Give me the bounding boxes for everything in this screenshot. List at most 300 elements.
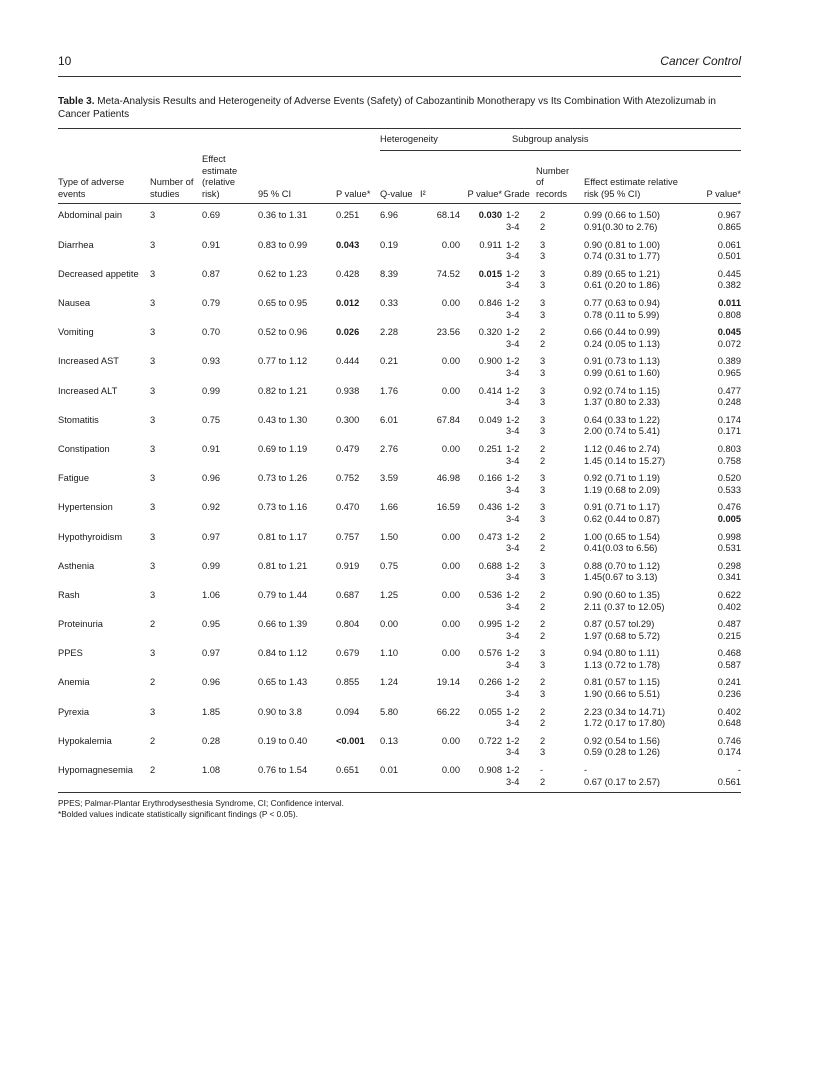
subgroup-p-value: 0.998 [717, 531, 741, 542]
event-name: Increased ALT [58, 385, 118, 396]
effect-estimate: 0.97 [202, 648, 221, 659]
subgroup-effect-estimate: 1.19 (0.68 to 2.09) [584, 484, 660, 495]
col-i2: I² [420, 150, 464, 204]
empty-cell [202, 280, 254, 292]
col-q: Q-value [380, 150, 420, 204]
subgroup-p-value: 0.648 [717, 718, 741, 729]
table-row [58, 234, 741, 252]
empty-cell [202, 222, 254, 234]
subgroup-effect-estimate: 1.37 (0.80 to 2.33) [584, 397, 660, 408]
effect-estimate: 0.96 [202, 473, 221, 484]
empty-cell [380, 777, 420, 789]
empty-cell [58, 397, 150, 409]
subgroup-effect-estimate: 1.97 (0.68 to 5.72) [584, 630, 660, 641]
p-value: 0.651 [336, 765, 360, 776]
number-of-records: 3 [540, 648, 546, 659]
empty-cell [380, 747, 420, 759]
empty-cell [420, 514, 464, 526]
empty-cell [150, 631, 202, 643]
empty-cell [336, 426, 380, 438]
number-of-studies: 2 [150, 677, 156, 688]
empty-cell [254, 660, 336, 672]
empty-cell [420, 602, 464, 614]
subgroup-p-value: 0.808 [717, 309, 741, 320]
number-of-records: 2 [540, 630, 546, 641]
table-row [58, 613, 741, 631]
number-of-records: 2 [540, 531, 546, 542]
table-row [58, 730, 741, 748]
number-of-records: 2 [540, 338, 546, 349]
table-end-rule [58, 792, 741, 793]
empty-cell [254, 572, 336, 584]
i2-value: 68.14 [436, 210, 460, 221]
subgroup-p-value: 0.622 [717, 589, 741, 600]
subgroup-p-value: 0.402 [717, 706, 741, 717]
p-value: 0.300 [336, 414, 360, 425]
p-value: 0.012 [336, 298, 360, 309]
event-name: PPES [58, 648, 83, 659]
empty-cell [464, 251, 502, 263]
confidence-interval: 0.83 to 0.99 [258, 239, 308, 250]
empty-cell [202, 251, 254, 263]
q-value: 3.59 [380, 473, 399, 484]
table-row [58, 251, 741, 263]
subgroup-p-value: 0.501 [717, 251, 741, 262]
table-row [58, 222, 741, 234]
empty-cell [464, 631, 502, 643]
confidence-interval: 0.52 to 0.96 [258, 327, 308, 338]
empty-cell [380, 339, 420, 351]
empty-cell [336, 747, 380, 759]
number-of-studies: 3 [150, 268, 156, 279]
empty-cell [202, 397, 254, 409]
grade: 3-4 [506, 426, 520, 437]
subgroup-p-value: 0.533 [717, 484, 741, 495]
number-of-records: 3 [540, 560, 546, 571]
empty-cell [336, 397, 380, 409]
subgroup-p-value: 0.487 [717, 619, 741, 630]
empty-cell [380, 280, 420, 292]
i2-value: 67.84 [436, 414, 460, 425]
table-row [58, 280, 741, 292]
empty-cell [58, 310, 150, 322]
heterogeneity-group-header: Heterogeneity [380, 129, 502, 151]
number-of-records: 3 [540, 689, 546, 700]
empty-cell [254, 777, 336, 789]
subgroup-p-value: 0.445 [717, 268, 741, 279]
empty-cell [336, 222, 380, 234]
empty-cell [380, 251, 420, 263]
event-name: Asthenia [58, 560, 95, 571]
table-row [58, 204, 741, 222]
p-value: <0.001 [336, 735, 365, 746]
empty-cell [150, 543, 202, 555]
empty-cell [58, 777, 150, 789]
empty-cell [150, 280, 202, 292]
empty-cell [202, 747, 254, 759]
subgroup-p-value: 0.965 [717, 368, 741, 378]
number-of-studies: 3 [150, 210, 156, 221]
q-value: 0.33 [380, 298, 399, 309]
empty-cell [202, 631, 254, 643]
grade: 1-2 [506, 706, 520, 717]
subgroup-effect-estimate: 0.89 (0.65 to 1.21) [584, 268, 660, 279]
empty-cell [254, 339, 336, 351]
col-ci: 95 % CI [254, 150, 336, 204]
q-value: 0.01 [380, 765, 399, 776]
empty-cell [202, 572, 254, 584]
empty-cell [420, 222, 464, 234]
q-value: 1.10 [380, 648, 399, 659]
subgroup-effect-estimate: 0.81 (0.57 to 1.15) [584, 677, 660, 688]
event-name: Hypokalemia [58, 735, 112, 746]
subgroup-effect-estimate: 0.74 (0.31 to 1.77) [584, 251, 660, 262]
subgroup-p-value: 0.531 [717, 543, 741, 554]
effect-estimate: 1.08 [202, 765, 221, 776]
number-of-records: 3 [540, 397, 546, 408]
subgroup-p-value: 0.476 [717, 502, 741, 513]
empty-cell [58, 747, 150, 759]
empty-cell [202, 368, 254, 380]
grade: 3-4 [506, 572, 520, 583]
grade: 3-4 [506, 280, 520, 291]
subgroup-p-value: 0.402 [717, 601, 741, 612]
empty-cell [380, 572, 420, 584]
grade: 3-4 [506, 659, 520, 670]
number-of-records: 3 [540, 298, 546, 309]
q-value: 0.75 [380, 560, 399, 571]
empty-cell [254, 456, 336, 468]
number-of-studies: 3 [150, 356, 156, 367]
effect-estimate: 0.92 [202, 502, 221, 513]
empty-cell [336, 280, 380, 292]
p-value: 0.679 [336, 648, 360, 659]
number-of-records: 2 [540, 718, 546, 729]
empty-cell [380, 485, 420, 497]
empty-cell [420, 397, 464, 409]
col-sub-p: P value* [684, 150, 741, 204]
event-name: Abdominal pain [58, 210, 123, 221]
table-row [58, 496, 741, 514]
grade: 1-2 [506, 327, 520, 338]
subgroup-effect-estimate: 2.23 (0.34 to 14.71) [584, 706, 666, 717]
empty-cell [420, 543, 464, 555]
subgroup-effect-estimate: 0.24 (0.05 to 1.13) [584, 338, 660, 349]
heterogeneity-p-value: 0.414 [478, 385, 502, 396]
i2-value: 0.00 [441, 735, 460, 746]
subgroup-effect-estimate: 2.00 (0.74 to 5.41) [584, 426, 660, 437]
empty-cell [336, 718, 380, 730]
empty-cell [254, 222, 336, 234]
number-of-records: 2 [540, 210, 546, 221]
empty-cell [150, 747, 202, 759]
heterogeneity-p-value: 0.166 [478, 473, 502, 484]
page-header [58, 54, 741, 74]
table-row [58, 350, 741, 368]
empty-cell [254, 718, 336, 730]
subgroup-effect-estimate: 2.11 (0.37 to 12.05) [584, 601, 665, 612]
subgroup-effect-estimate: - [584, 765, 588, 776]
empty-cell [420, 689, 464, 701]
empty-cell [420, 718, 464, 730]
number-of-records: 3 [540, 484, 546, 495]
empty-cell [58, 426, 150, 438]
number-of-records: 3 [540, 747, 546, 758]
subgroup-p-value: 0.236 [717, 689, 741, 700]
subgroup-p-value: 0.967 [717, 210, 741, 221]
empty-cell [150, 602, 202, 614]
empty-cell [254, 689, 336, 701]
empty-cell [464, 777, 502, 789]
empty-cell [380, 310, 420, 322]
grade: 3-4 [506, 484, 520, 495]
empty-cell [336, 310, 380, 322]
heterogeneity-p-value: 0.473 [478, 531, 502, 542]
table-row [58, 438, 741, 456]
subgroup-effect-estimate: 0.78 (0.11 to 5.99) [584, 309, 660, 320]
empty-cell [464, 456, 502, 468]
empty-cell [150, 689, 202, 701]
empty-cell [202, 718, 254, 730]
empty-cell [420, 310, 464, 322]
grade: 1-2 [506, 239, 520, 250]
heterogeneity-p-value: 0.900 [478, 356, 502, 367]
grade: 3-4 [506, 251, 520, 262]
col-grade: Grade [502, 150, 534, 204]
heterogeneity-p-value: 0.266 [478, 677, 502, 688]
subgroup-effect-estimate: 1.72 (0.17 to 17.80) [584, 718, 666, 729]
table-row [58, 642, 741, 660]
empty-cell [380, 514, 420, 526]
table-row [58, 572, 741, 584]
number-of-records: 3 [540, 572, 546, 583]
subgroup-effect-estimate: 0.92 (0.74 to 1.15) [584, 385, 660, 396]
confidence-interval: 0.81 to 1.21 [258, 560, 308, 571]
grade: 1-2 [506, 298, 520, 309]
event-name: Fatigue [58, 473, 90, 484]
table-row [58, 321, 741, 339]
note-abbrev: PPES; Palmar-Plantar Erythrodysesthesia Syndrome, CI; Confidence interval. [58, 798, 344, 808]
empty-cell [150, 718, 202, 730]
empty-cell [254, 397, 336, 409]
confidence-interval: 0.43 to 1.30 [258, 414, 308, 425]
effect-estimate: 0.99 [202, 560, 221, 571]
subgroup-p-value: 0.389 [717, 356, 741, 367]
number-of-studies: 3 [150, 648, 156, 659]
table-row [58, 456, 741, 468]
table-row [58, 368, 741, 380]
i2-value: 66.22 [436, 706, 460, 717]
empty-cell [420, 280, 464, 292]
empty-cell [420, 251, 464, 263]
empty-cell [202, 426, 254, 438]
i2-value: 46.98 [436, 473, 460, 484]
table-row [58, 485, 741, 497]
q-value: 1.50 [380, 531, 399, 542]
table-row [58, 292, 741, 310]
i2-value: 0.00 [441, 589, 460, 600]
subgroup-p-value: 0.520 [717, 473, 741, 484]
number-of-records: 2 [540, 589, 546, 600]
subgroup-effect-estimate: 1.90 (0.66 to 5.51) [584, 689, 660, 700]
p-value: 0.428 [336, 268, 360, 279]
empty-cell [336, 456, 380, 468]
q-value: 8.39 [380, 268, 399, 279]
event-name: Vomiting [58, 327, 94, 338]
table-row [58, 526, 741, 544]
table-row [58, 584, 741, 602]
q-value: 2.28 [380, 327, 399, 338]
grade: 3-4 [506, 309, 520, 320]
p-value: 0.919 [336, 560, 360, 571]
grade: 3-4 [506, 718, 520, 729]
number-of-studies: 3 [150, 560, 156, 571]
table-row [58, 339, 741, 351]
number-of-records: 3 [540, 368, 546, 378]
col-effect: Effect estimate (relative risk) [202, 150, 254, 204]
grade: 3-4 [506, 630, 520, 641]
effect-estimate: 0.91 [202, 239, 221, 250]
number-of-records: 2 [540, 443, 546, 454]
subgroup-p-value: 0.561 [717, 776, 741, 787]
effect-estimate: 0.79 [202, 298, 221, 309]
table-row [58, 543, 741, 555]
table-row [58, 397, 741, 409]
confidence-interval: 0.76 to 1.54 [258, 765, 308, 776]
grade: 1-2 [506, 648, 520, 659]
number-of-records: 2 [540, 776, 546, 787]
number-of-studies: 2 [150, 735, 156, 746]
empty-cell [464, 280, 502, 292]
empty-cell [336, 602, 380, 614]
empty-cell [420, 339, 464, 351]
table-row [58, 310, 741, 322]
adverse-events-table [58, 128, 741, 788]
empty-cell [202, 543, 254, 555]
grade: 3-4 [506, 747, 520, 758]
p-value: 0.687 [336, 589, 360, 600]
table-body [58, 204, 741, 788]
empty-cell [420, 660, 464, 672]
subgroup-p-value: 0.382 [717, 280, 741, 291]
empty-cell [420, 368, 464, 380]
grade: 3-4 [506, 689, 520, 700]
empty-cell [202, 689, 254, 701]
empty-cell [202, 514, 254, 526]
empty-cell [58, 339, 150, 351]
table-row [58, 631, 741, 643]
subgroup-p-value: 0.746 [717, 735, 741, 746]
empty-cell [380, 602, 420, 614]
number-of-studies: 3 [150, 298, 156, 309]
empty-cell [150, 660, 202, 672]
heterogeneity-p-value: 0.908 [478, 765, 502, 776]
empty-cell [202, 456, 254, 468]
table-row [58, 380, 741, 398]
empty-cell [254, 747, 336, 759]
effect-estimate: 0.87 [202, 268, 221, 279]
i2-value: 0.00 [441, 385, 460, 396]
subgroup-group-header: Subgroup analysis [502, 129, 741, 151]
q-value: 6.01 [380, 414, 399, 425]
empty-cell [464, 368, 502, 380]
table-row [58, 409, 741, 427]
empty-cell [464, 339, 502, 351]
effect-estimate: 0.91 [202, 443, 221, 454]
event-name: Pyrexia [58, 706, 90, 717]
q-value: 5.80 [380, 706, 399, 717]
confidence-interval: 0.65 to 0.95 [258, 298, 308, 309]
effect-estimate: 0.95 [202, 619, 221, 630]
grade: 1-2 [506, 560, 520, 571]
empty-cell [254, 280, 336, 292]
subgroup-effect-estimate: 0.41(0.03 to 6.56) [584, 543, 658, 554]
effect-estimate: 0.28 [202, 735, 221, 746]
number-of-records: 2 [540, 735, 546, 746]
empty-cell [464, 718, 502, 730]
empty-cell [336, 485, 380, 497]
subgroup-p-value: - [737, 765, 741, 776]
empty-cell [150, 368, 202, 380]
table-row [58, 718, 741, 730]
empty-cell [464, 689, 502, 701]
grade: 3-4 [506, 222, 520, 233]
q-value: 0.21 [380, 356, 399, 367]
effect-estimate: 0.96 [202, 677, 221, 688]
table-row [58, 602, 741, 614]
empty-cell [150, 456, 202, 468]
number-of-records: 2 [540, 706, 546, 717]
empty-cell [464, 222, 502, 234]
subgroup-p-value: 0.072 [717, 338, 741, 349]
grade: 3-4 [506, 776, 520, 787]
subgroup-effect-estimate: 0.92 (0.54 to 1.56) [584, 735, 660, 746]
confidence-interval: 0.65 to 1.43 [258, 677, 308, 688]
subgroup-p-value: 0.061 [717, 239, 741, 250]
empty-cell [254, 602, 336, 614]
empty-cell [202, 777, 254, 789]
empty-cell [150, 426, 202, 438]
i2-value: 0.00 [441, 648, 460, 659]
empty-cell [202, 660, 254, 672]
subgroup-p-value: 0.248 [717, 397, 741, 408]
p-value: 0.479 [336, 443, 360, 454]
heterogeneity-p-value: 0.911 [479, 239, 502, 250]
subgroup-effect-estimate: 1.45(0.67 to 3.13) [584, 572, 658, 583]
empty-cell [254, 485, 336, 497]
event-name: Decreased appetite [58, 268, 139, 279]
number-of-records: 3 [540, 659, 546, 670]
empty-cell [464, 543, 502, 555]
empty-cell [150, 222, 202, 234]
q-value: 1.66 [380, 502, 399, 513]
i2-value: 0.00 [441, 531, 460, 542]
table-row [58, 701, 741, 719]
event-name: Rash [58, 589, 80, 600]
event-name: Increased AST [58, 356, 119, 367]
empty-cell [150, 485, 202, 497]
effect-estimate: 0.70 [202, 327, 221, 338]
table-notes [58, 798, 344, 820]
number-of-records: 3 [540, 502, 546, 513]
empty-cell [336, 543, 380, 555]
empty-cell [380, 689, 420, 701]
grade: 3-4 [506, 543, 520, 554]
i2-value: 0.00 [441, 619, 460, 630]
grade: 3-4 [506, 601, 520, 612]
subgroup-p-value: 0.587 [717, 659, 741, 670]
subgroup-effect-estimate: 0.99 (0.61 to 1.60) [584, 368, 660, 378]
